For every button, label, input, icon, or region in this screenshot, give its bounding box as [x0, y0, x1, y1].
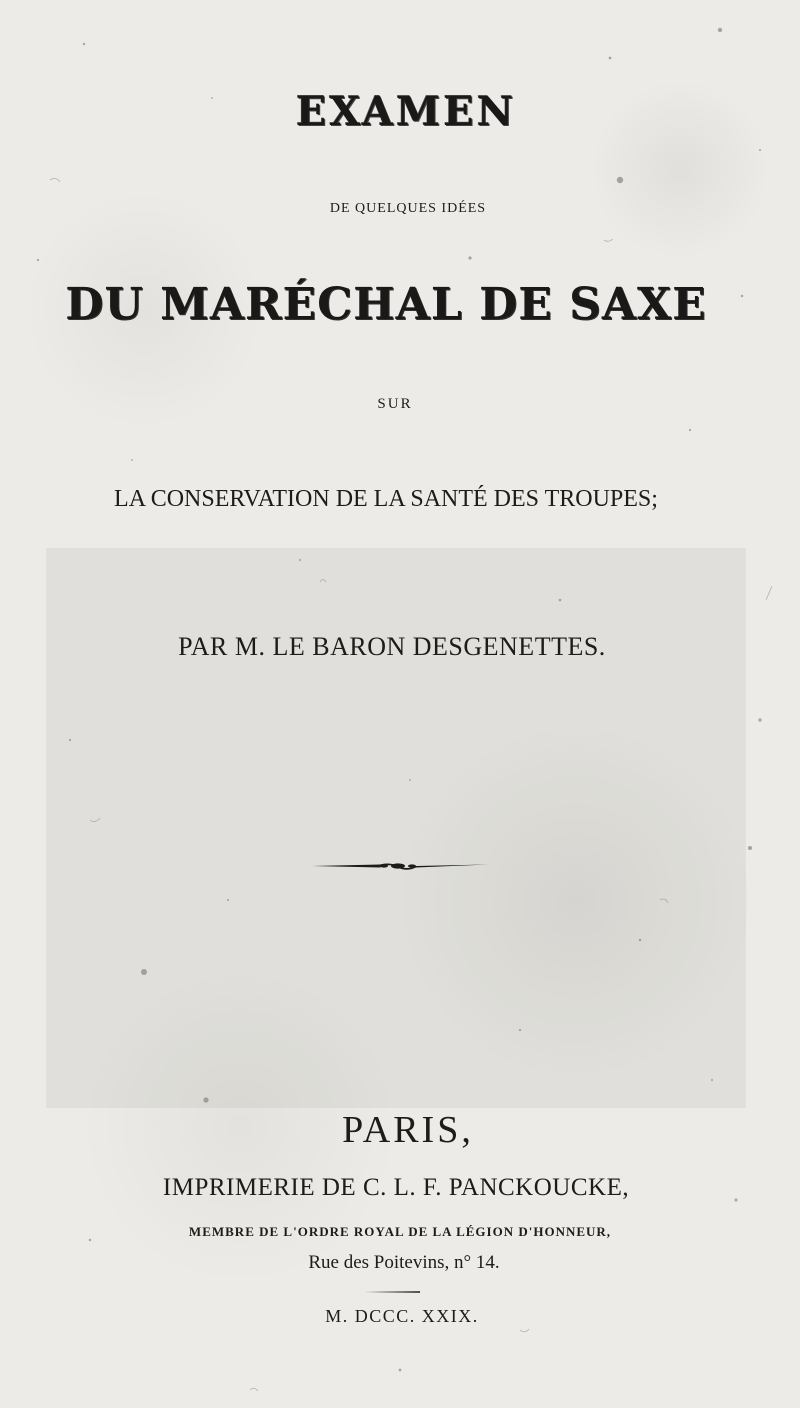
- imprint-address: Rue des Poitevins, n° 14.: [308, 1252, 500, 1273]
- title-sub: DE QUELQUES IDÉES: [329, 201, 487, 216]
- topic-line: LA CONSERVATION DE LA SANTÉ DES TROUPES;: [114, 486, 658, 512]
- imprint-printer: IMPRIMERIE DE C. L. F. PANCKOUCKE,: [162, 1174, 630, 1201]
- ornamental-rule-icon: [310, 857, 490, 875]
- title-main: EXAMEN: [295, 88, 517, 135]
- author-line: PAR M. LE BARON DESGENETTES.: [178, 632, 606, 661]
- imprint-year: M. DCCC. XXIX.: [325, 1306, 479, 1326]
- title-subject: DU MARÉCHAL DE SAXE: [65, 279, 707, 330]
- imprint-city: PARIS,: [342, 1109, 474, 1151]
- imprint-printer-honor: MEMBRE DE L'ORDRE ROYAL DE LA LÉGION D'HONNEUR,: [188, 1224, 612, 1239]
- short-rule-icon: [364, 1290, 420, 1294]
- conjunction: SUR: [377, 396, 413, 412]
